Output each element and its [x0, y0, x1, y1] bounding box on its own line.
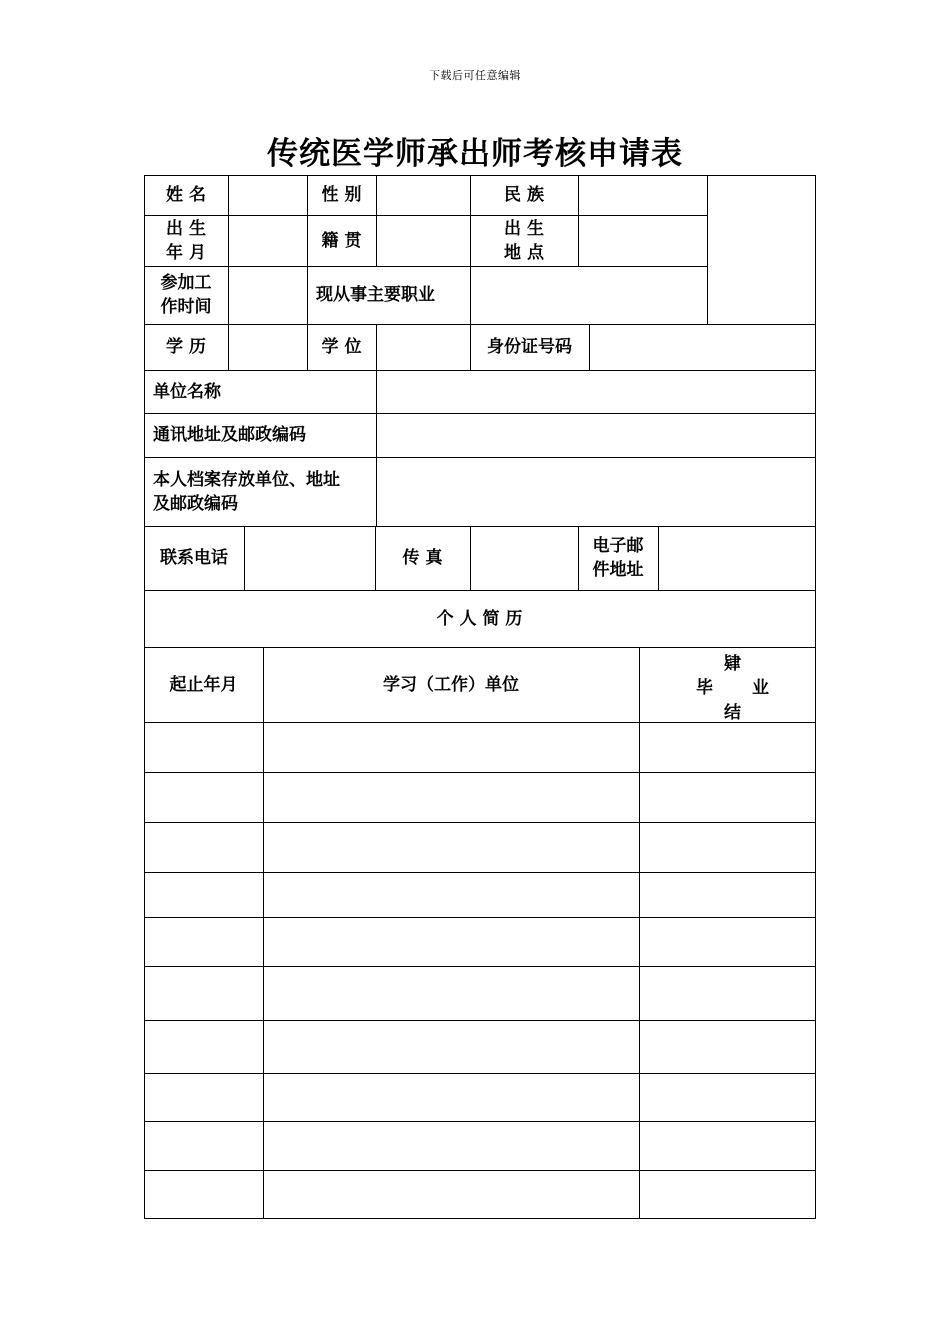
- col-witness-left: 毕: [696, 678, 713, 698]
- label-fax: 传 真: [402, 548, 443, 568]
- col-witness-bottom: 结: [724, 703, 741, 723]
- resume-witness-cell[interactable]: [639, 722, 815, 772]
- input-occupation[interactable]: [470, 266, 707, 324]
- col-witness-right: 业: [752, 678, 769, 698]
- label-email: 电子邮 件地址: [592, 536, 644, 580]
- input-work-start[interactable]: [228, 266, 307, 324]
- input-phone[interactable]: [244, 526, 375, 590]
- resume-witness-cell[interactable]: [639, 966, 815, 1020]
- resume-unit-cell[interactable]: [263, 722, 639, 772]
- input-archive[interactable]: [376, 457, 815, 526]
- label-work-start: 参加工 作时间: [160, 273, 212, 317]
- input-gender[interactable]: [376, 175, 470, 215]
- input-fax[interactable]: [470, 526, 578, 590]
- input-birth-place[interactable]: [578, 215, 707, 266]
- input-degree[interactable]: [376, 324, 470, 370]
- label-employer: 单位名称: [153, 381, 221, 402]
- resume-period-cell[interactable]: [144, 772, 263, 822]
- input-birth-date[interactable]: [228, 215, 307, 266]
- resume-period-cell[interactable]: [144, 1121, 263, 1170]
- input-education[interactable]: [228, 324, 307, 370]
- label-archive: 本人档案存放单位、地址 及邮政编码: [153, 469, 340, 514]
- resume-period-cell[interactable]: [144, 872, 263, 917]
- label-degree: 学 位: [321, 337, 362, 357]
- resume-period-cell[interactable]: [144, 722, 263, 772]
- label-occupation: 现从事主要职业: [316, 285, 435, 305]
- input-native-place[interactable]: [376, 215, 470, 266]
- header-note: 下载后可任意编辑: [429, 69, 521, 82]
- resume-unit-cell[interactable]: [263, 1020, 639, 1073]
- resume-unit-cell[interactable]: [263, 772, 639, 822]
- resume-period-cell[interactable]: [144, 822, 263, 872]
- resume-witness-cell[interactable]: [639, 772, 815, 822]
- label-phone: 联系电话: [160, 548, 228, 568]
- resume-unit-cell[interactable]: [263, 1073, 639, 1121]
- label-education: 学 历: [166, 337, 206, 357]
- resume-witness-cell[interactable]: [639, 1170, 815, 1218]
- resume-period-cell[interactable]: [144, 917, 263, 966]
- photo-box[interactable]: [707, 175, 815, 324]
- label-birth-date: 出 生 年 月: [166, 218, 206, 263]
- resume-witness-cell[interactable]: [639, 1121, 815, 1170]
- input-name[interactable]: [228, 175, 307, 215]
- resume-witness-cell[interactable]: [639, 822, 815, 872]
- col-unit-header: 学习（工作）单位: [383, 674, 519, 695]
- col-witness-top: 肄: [724, 654, 741, 674]
- col-witness-header: [639, 647, 815, 722]
- input-ethnicity[interactable]: [578, 175, 707, 215]
- label-address: 通讯地址及邮政编码: [153, 425, 306, 445]
- grid-line-v: [815, 175, 816, 1219]
- resume-period-cell[interactable]: [144, 1073, 263, 1121]
- resume-unit-cell[interactable]: [263, 822, 639, 872]
- resume-witness-cell[interactable]: [639, 1020, 815, 1073]
- label-birth-place: 出 生 地 点: [504, 218, 544, 263]
- resume-period-cell[interactable]: [144, 1020, 263, 1073]
- resume-unit-cell[interactable]: [263, 872, 639, 917]
- input-employer[interactable]: [376, 370, 815, 413]
- input-address[interactable]: [376, 413, 815, 457]
- input-email[interactable]: [658, 526, 815, 590]
- label-id-number: 身份证号码: [487, 337, 572, 357]
- label-native-place: 籍 贯: [321, 230, 362, 251]
- resume-unit-cell[interactable]: [263, 1121, 639, 1170]
- form-title: 传统医学师承出师考核申请表: [267, 136, 683, 172]
- grid-line-h: [144, 1218, 816, 1219]
- label-name: 姓 名: [166, 185, 206, 205]
- resume-heading: 个 人 简 历: [436, 608, 523, 629]
- resume-witness-cell[interactable]: [639, 872, 815, 917]
- col-period-header: 起止年月: [169, 674, 238, 695]
- label-gender: 性 别: [321, 185, 362, 205]
- input-id-number[interactable]: [589, 324, 815, 370]
- resume-unit-cell[interactable]: [263, 1170, 639, 1218]
- label-ethnicity: 民 族: [504, 185, 544, 205]
- resume-unit-cell[interactable]: [263, 917, 639, 966]
- resume-witness-cell[interactable]: [639, 917, 815, 966]
- resume-unit-cell[interactable]: [263, 966, 639, 1020]
- resume-period-cell[interactable]: [144, 966, 263, 1020]
- resume-witness-cell[interactable]: [639, 1073, 815, 1121]
- resume-period-cell[interactable]: [144, 1170, 263, 1218]
